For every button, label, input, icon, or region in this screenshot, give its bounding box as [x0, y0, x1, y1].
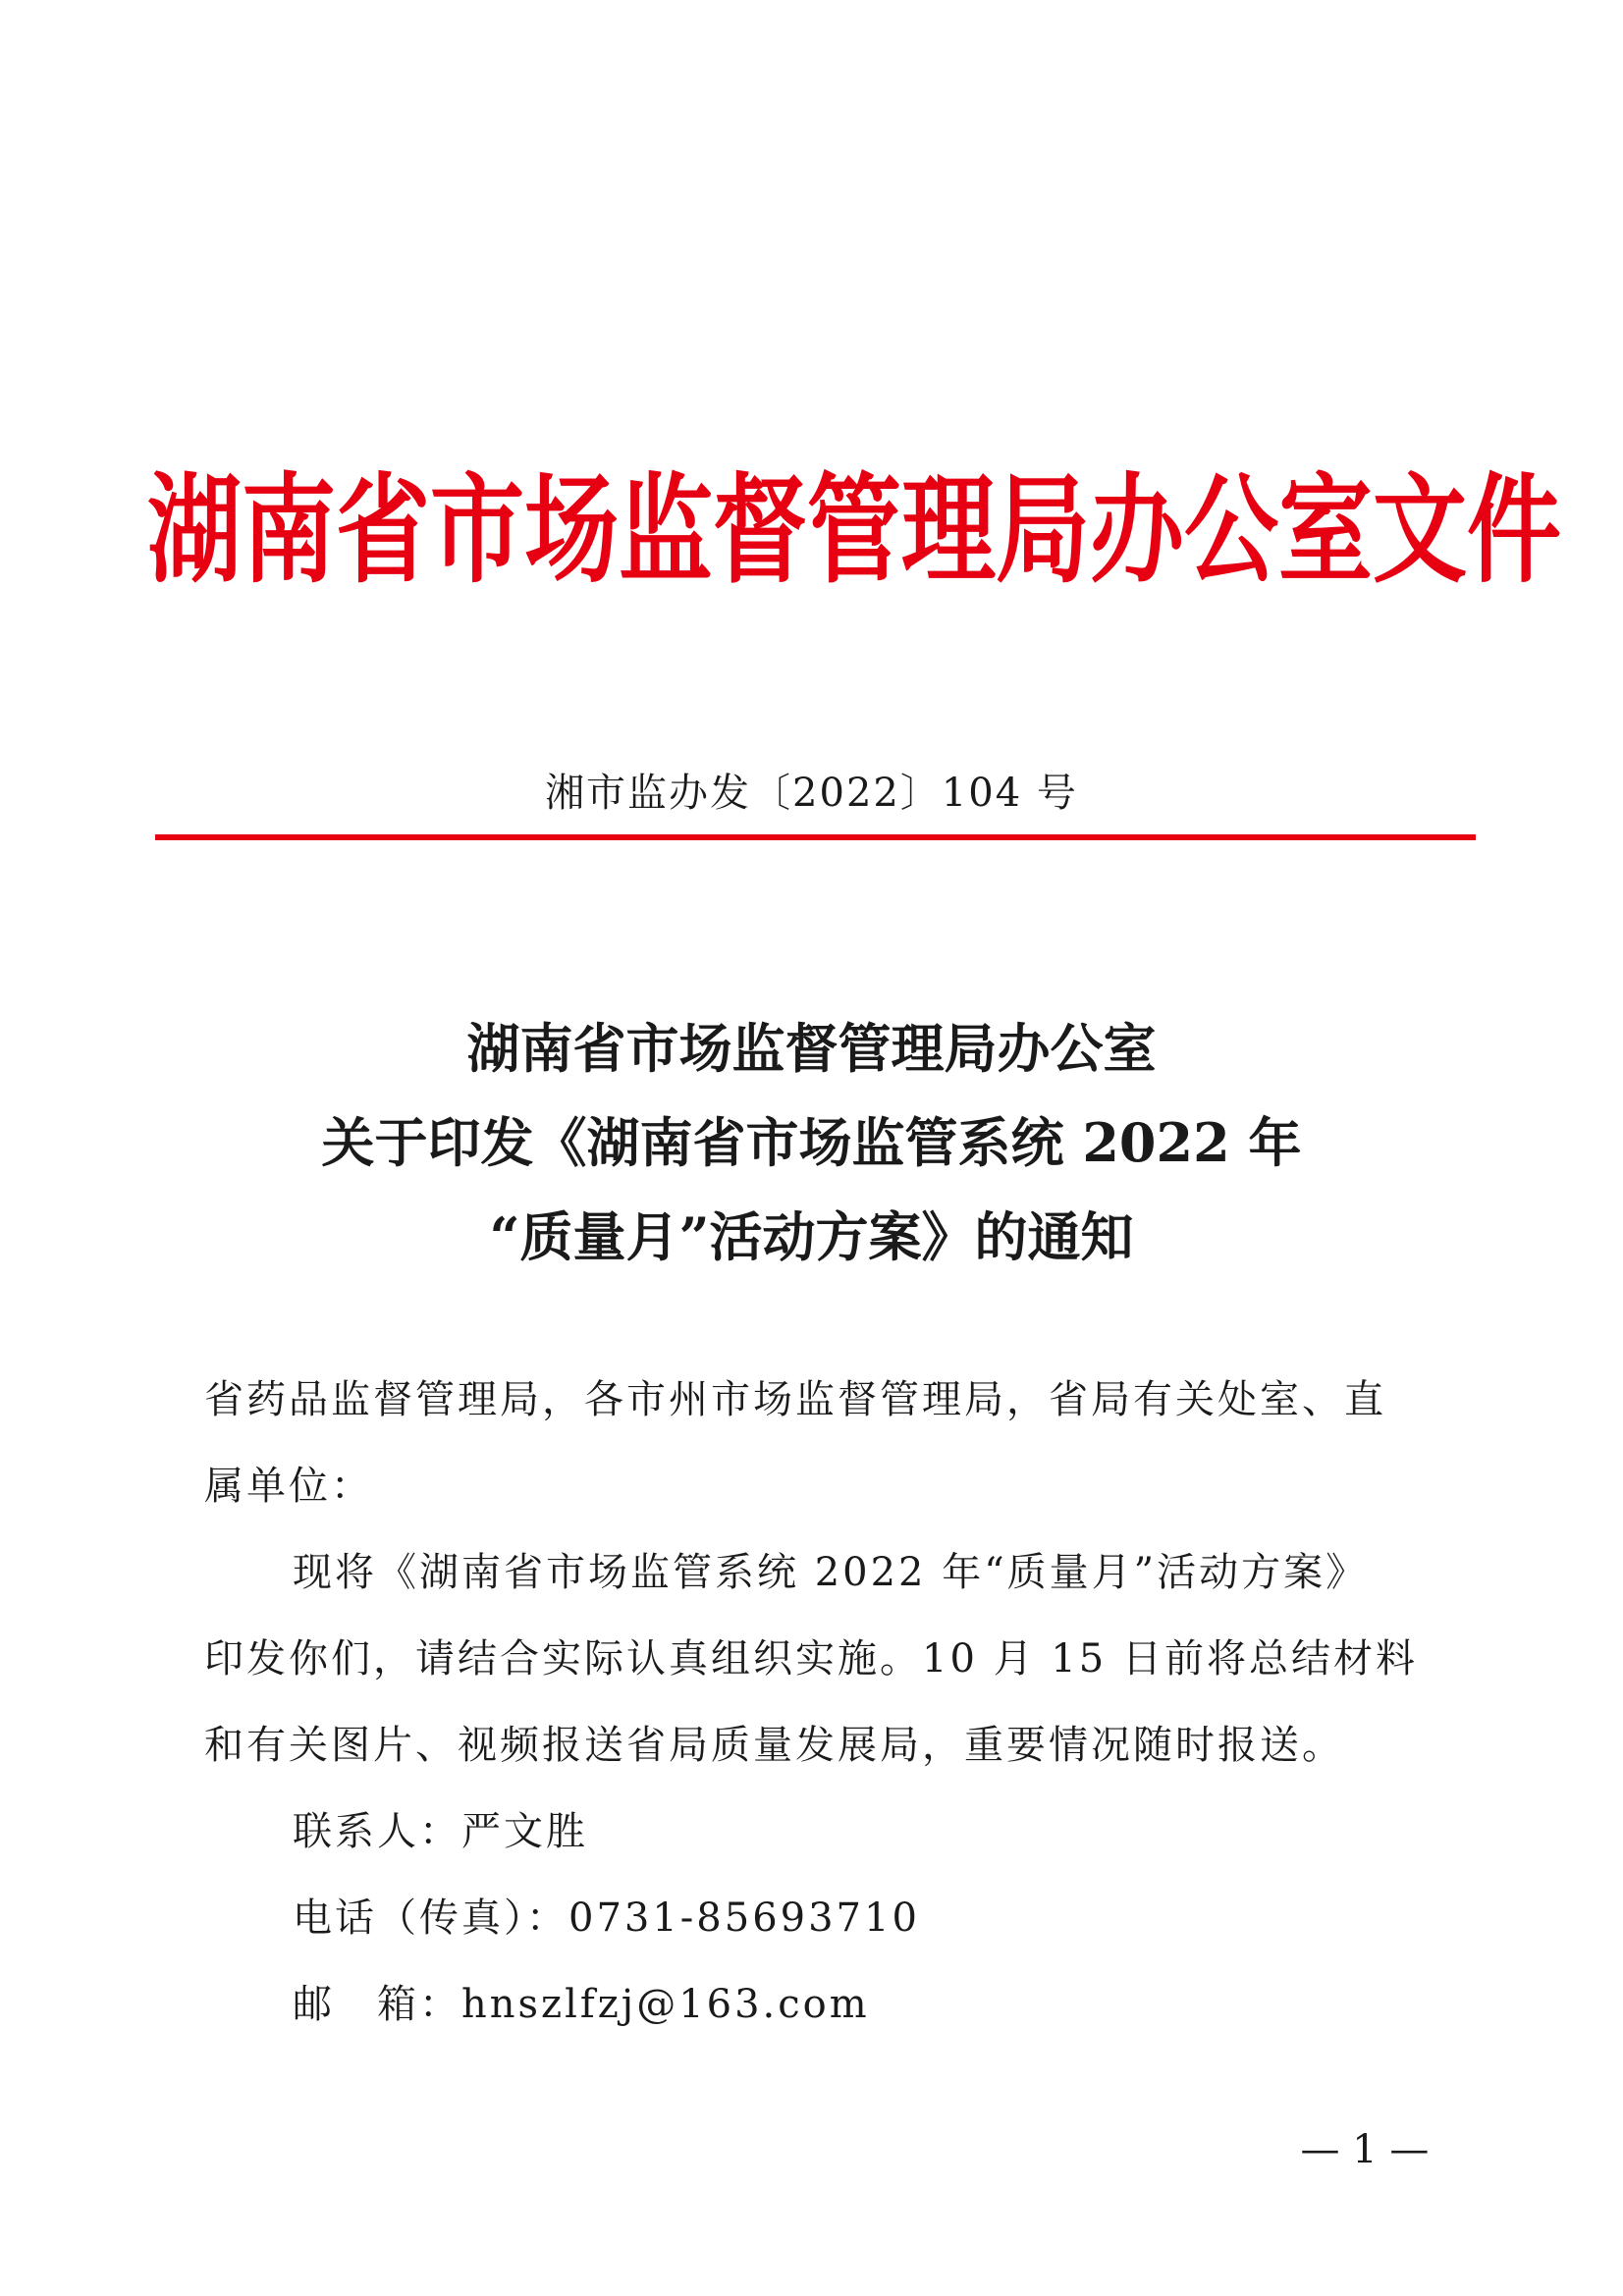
- document-number: 湘市监办发〔2022〕104 号: [545, 771, 1078, 816]
- notice-body: [204, 1357, 1434, 2048]
- paragraph-line-3: 和有关图片、视频报送省局质量发展局，重要情况随时报送。: [204, 1723, 1344, 1768]
- red-divider-rule: [155, 834, 1476, 840]
- addressee-line-1: 省药品监督管理局，各市州市场监督管理局，省局有关处室、直: [204, 1377, 1386, 1422]
- contact-email: 邮 箱：hnszlfzj@163.com: [293, 1982, 870, 2027]
- notice-title-line-2: 关于印发《湖南省市场监管系统 2022 年: [321, 1111, 1302, 1174]
- page-number: — 1 —: [1300, 2127, 1430, 2172]
- notice-title-line-3: “质量月”活动方案》的通知: [489, 1205, 1134, 1268]
- paragraph-line-2: 印发你们，请结合实际认真组织实施。10 月 15 日前将总结材料: [204, 1636, 1418, 1682]
- addressee-line-2: 属单位：: [204, 1464, 373, 1509]
- notice-title: [0, 1001, 1623, 1284]
- masthead-title: 湖南省市场监督管理局办公室文件: [147, 461, 1561, 599]
- contact-phone: 电话（传真）：0731-85693710: [293, 1896, 920, 1941]
- contact-person: 联系人：严文胜: [293, 1809, 588, 1854]
- paragraph-line-1: 现将《湖南省市场监管系统 2022 年“质量月”活动方案》: [293, 1550, 1369, 1595]
- notice-title-line-1: 湖南省市场监督管理局办公室: [466, 1017, 1157, 1080]
